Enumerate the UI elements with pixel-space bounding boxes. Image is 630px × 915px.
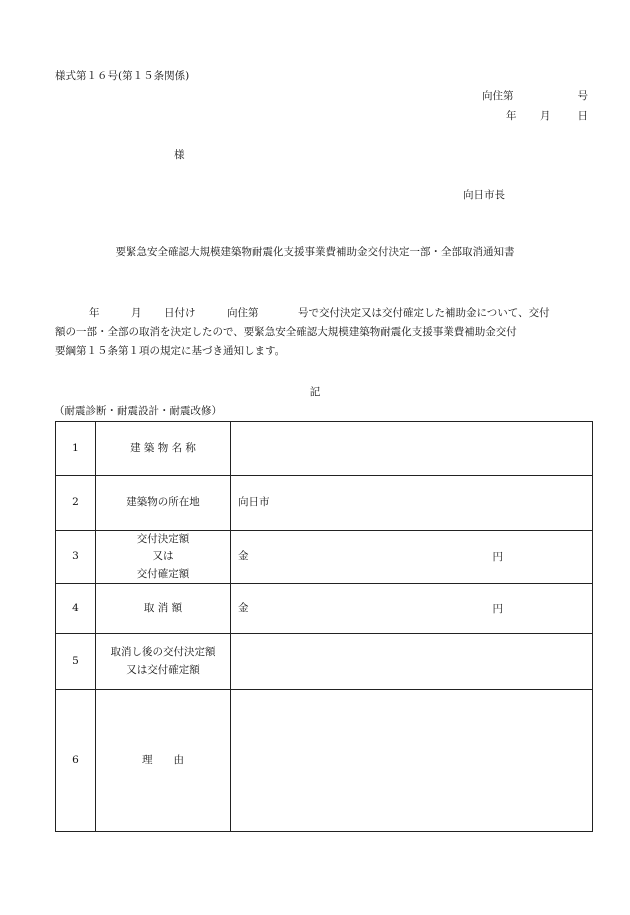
row-number: 6 (56, 690, 96, 832)
body-line-1-text: 号で交付決定又は交付確定した補助金について、交付 (298, 307, 550, 319)
table-row (56, 531, 593, 584)
row-label-location: 建築物の所在地 (96, 476, 231, 531)
detail-table (55, 421, 593, 832)
body-year-label: 年 (89, 307, 100, 319)
grant-amount-field[interactable] (231, 531, 593, 584)
row-label-reason: 理 由 (96, 690, 231, 832)
scope-note: （耐震診断・耐震設計・耐震改修） (54, 405, 222, 417)
reference-suffix: 号 (577, 90, 588, 102)
body-day-label: 日付け (164, 307, 196, 319)
row-number: 2 (56, 476, 96, 531)
form-number: 様式第１６号(第１５条関係) (55, 70, 190, 82)
issuer-name: 向日市長 (463, 189, 505, 201)
row-number: 3 (56, 531, 96, 584)
label-line: 交付確定額 (136, 567, 190, 580)
row-label-building-name: 建 築 物 名 称 (96, 422, 231, 476)
table-row (56, 690, 593, 832)
cancel-amount-field[interactable] (231, 584, 593, 634)
reason-field[interactable] (231, 690, 593, 832)
row-number: 4 (56, 584, 96, 634)
date-month-label: 月 (540, 110, 551, 122)
body-line-2: 額の一部・全部の取消を決定したので、要緊急安全確認大規模建築物耐震化支援事業費補助金交付 (55, 326, 517, 338)
location-value: 向日市 (238, 496, 270, 509)
date-day-label: 日 (577, 110, 588, 122)
addressee-honorific: 様 (174, 149, 185, 161)
ki-heading: 記 (309, 386, 321, 398)
remaining-amount-field[interactable] (231, 634, 593, 690)
body-line-3: 要綱第１５条第１項の規定に基づき通知します。 (55, 345, 286, 357)
table-row (56, 634, 593, 690)
body-month-label: 月 (131, 307, 142, 319)
row-label-grant-amount (96, 531, 231, 584)
amount-prefix: 金 (238, 601, 249, 614)
label-line: 又は交付確定額 (126, 663, 200, 676)
location-field[interactable] (231, 476, 593, 531)
amount-prefix: 金 (238, 550, 249, 563)
reference-prefix: 向住第 (482, 90, 514, 102)
label-line: 又は (152, 550, 174, 563)
table-row (56, 422, 593, 476)
yen-unit: 円 (492, 550, 503, 563)
yen-unit: 円 (492, 602, 503, 615)
body-ref-prefix: 向住第 (227, 307, 259, 319)
row-label-remaining-amount (96, 634, 231, 690)
row-number: 1 (56, 422, 96, 476)
document-title: 要緊急安全確認大規模建築物耐震化支援事業費補助金交付決定一部・全部取消通知書 (115, 246, 515, 258)
date-year-label: 年 (506, 110, 517, 122)
label-line: 交付決定額 (136, 533, 190, 546)
row-label-cancel-amount: 取 消 額 (96, 584, 231, 634)
table-row (56, 476, 593, 531)
row-number: 5 (56, 634, 96, 690)
label-line: 取消し後の交付決定額 (110, 646, 216, 659)
table-row (56, 584, 593, 634)
building-name-field[interactable] (231, 422, 593, 476)
